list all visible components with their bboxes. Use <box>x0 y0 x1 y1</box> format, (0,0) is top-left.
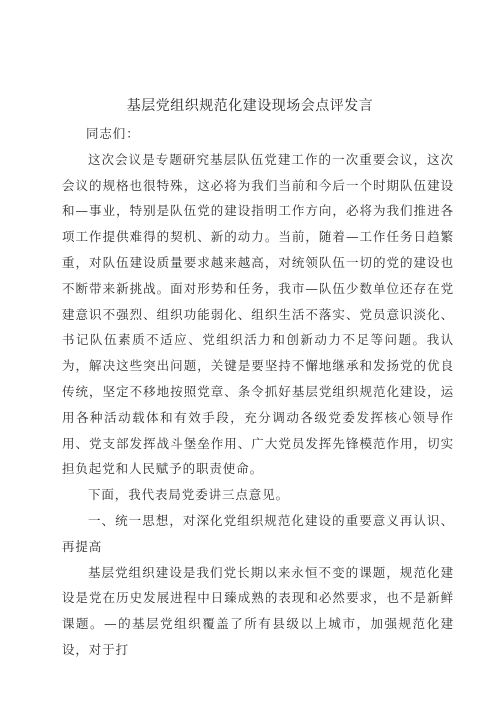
document-body <box>62 121 454 663</box>
greeting: 同志们： <box>86 126 140 141</box>
paragraph-three-points: 下面，我代表局党委讲三点意见。 <box>88 487 290 503</box>
paragraph-section-1: 基层党组织建设是我们党长期以来永恒不变的课题，规范化建设是党在历史发展进程中日臻成熟的表现和必然要求，也不是新鲜课题。—的基层党组织覆盖了所有县级以上城市，加强规范化建设，对于打 <box>62 564 454 657</box>
section-heading-1: 一、统一思想，对深化党组织规范化建设的重要意义再认识、再提高 <box>62 512 454 554</box>
document-title: 基层党组织规范化建设现场会点评发言 <box>126 98 374 114</box>
paragraph-intro: 这次会议是专题研究基层队伍党建工作的一次重要会议，这次会议的规格也很特殊，这必将为我们当前和今后一个时期队伍建设和—事业，特别是队伍党的建设指明工作方向，必将为我们推进各项工作提供难得的契机、新的动力。当前，随着—工作任务日趋繁重，对队伍建设质量要求越来越高，对统领队伍一切的党的建设也不断带来新挑战。面对形势和任务，我市—队伍少数单位还存在党建意识不强烈、组织功能弱化、组织生活不落实、党员意识淡化、书记队伍素质不适应、党组织活力和创新动力不足等问题。我认为，解决这些突出问题，关键是要坚持不懈地继承和发扬党的优良传统，坚定不移地按照党章、条令抓好基层党组织规范化建设，运用各种活动载体和有效手段，充分调动各级党委发挥核心领导作用、党支部发挥战斗堡垒作用、广大党员发挥先锋模范作用，切实担负起党和人民赋予的职责使命。 <box>62 151 454 477</box>
